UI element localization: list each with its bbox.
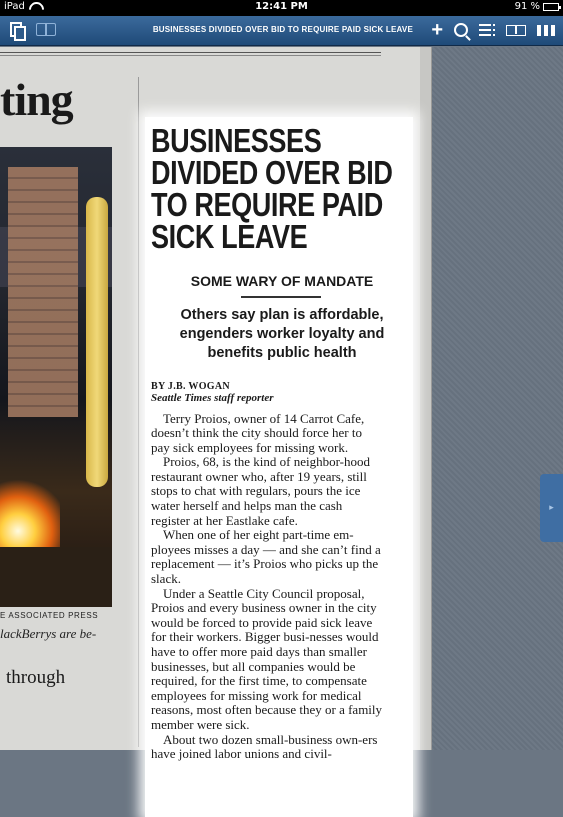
toolbar-left — [10, 22, 56, 37]
chevron-right-icon: ▸ — [549, 502, 554, 512]
page-edge — [420, 47, 432, 750]
top-rule-secondary — [0, 55, 381, 56]
reader-toolbar — [0, 16, 563, 46]
news-photo — [0, 147, 112, 607]
pages-icon[interactable] — [10, 22, 22, 37]
toolbar-right — [431, 21, 555, 39]
article-headline: BUSINESSES DIVIDED OVER BID TO REQUIRE PAID SICK LEAVE — [151, 122, 393, 255]
search-icon[interactable] — [454, 23, 468, 37]
article-body — [151, 412, 383, 762]
article-byline: BY J.B. WOGAN — [151, 380, 230, 392]
toolbar-article-title: BUSINESSES DIVIDED OVER BID TO REQUIRE PAID SICK LEAVE — [152, 25, 413, 34]
highlighted-article[interactable] — [145, 117, 413, 817]
article-subdeck: Others say plan is affordable, engenders worker loyalty and benefits public health — [179, 306, 385, 361]
adjacent-subhead-fragment: through — [6, 667, 66, 688]
deck-rule — [241, 296, 321, 298]
photo-credit: E ASSOCIATED PRESS — [0, 611, 99, 620]
article-byline-role: Seattle Times staff reporter — [151, 391, 274, 404]
battery-percent: 91 % — [514, 1, 540, 12]
column-divider — [138, 77, 139, 747]
article-paragraph: Terry Proios, owner of 14 Carrot Cafe, doesn’t think the city should force her to pay sick employees for missing work. — [151, 410, 365, 455]
adjacent-headline-fragment: ting — [0, 74, 73, 125]
newspaper-page[interactable] — [0, 47, 420, 762]
spread-icon[interactable] — [506, 25, 526, 36]
device-name: iPad — [4, 1, 25, 12]
article-paragraph: When one of her eight part-time em-ployees misses a day — and she can’t find a replacement — it’s Proios who picks up the slack. — [151, 527, 381, 587]
article-paragraph: Under a Seattle City Council proposal, Proios and every business owner in the city would be forced to provide paid sick leave for their workers. Bigger busi-nesses would have to offer more paid days than smaller businesses, but all companies would be required, for the first time, to compensate employees for missing work for medical reasons, most often because they or a family member were sick. — [151, 585, 383, 732]
top-rule — [0, 52, 381, 53]
next-page-button[interactable] — [540, 474, 563, 542]
list-icon[interactable] — [479, 24, 495, 36]
reader-background — [432, 47, 563, 750]
book-icon[interactable] — [36, 23, 56, 36]
article-paragraph: About two dozen small-business own-ers have joined labor unions and civil- — [151, 731, 378, 762]
photo-caption: lackBerrys are be- — [0, 626, 97, 641]
columns-icon[interactable] — [537, 25, 555, 36]
article-paragraph: Proios, 68, is the kind of neighbor-hood restaurant owner who, after 19 years, still stops to chat with regulars, pours the ice water herself and helps man the cash register at her Eastlake cafe. — [151, 454, 371, 528]
article-deck: SOME WARY OF MANDATE — [190, 273, 374, 289]
status-time: 12:41 PM — [255, 1, 308, 12]
status-bar — [0, 0, 563, 16]
plus-icon[interactable]: + — [431, 19, 443, 41]
status-right — [515, 1, 559, 12]
battery-icon — [543, 3, 559, 11]
